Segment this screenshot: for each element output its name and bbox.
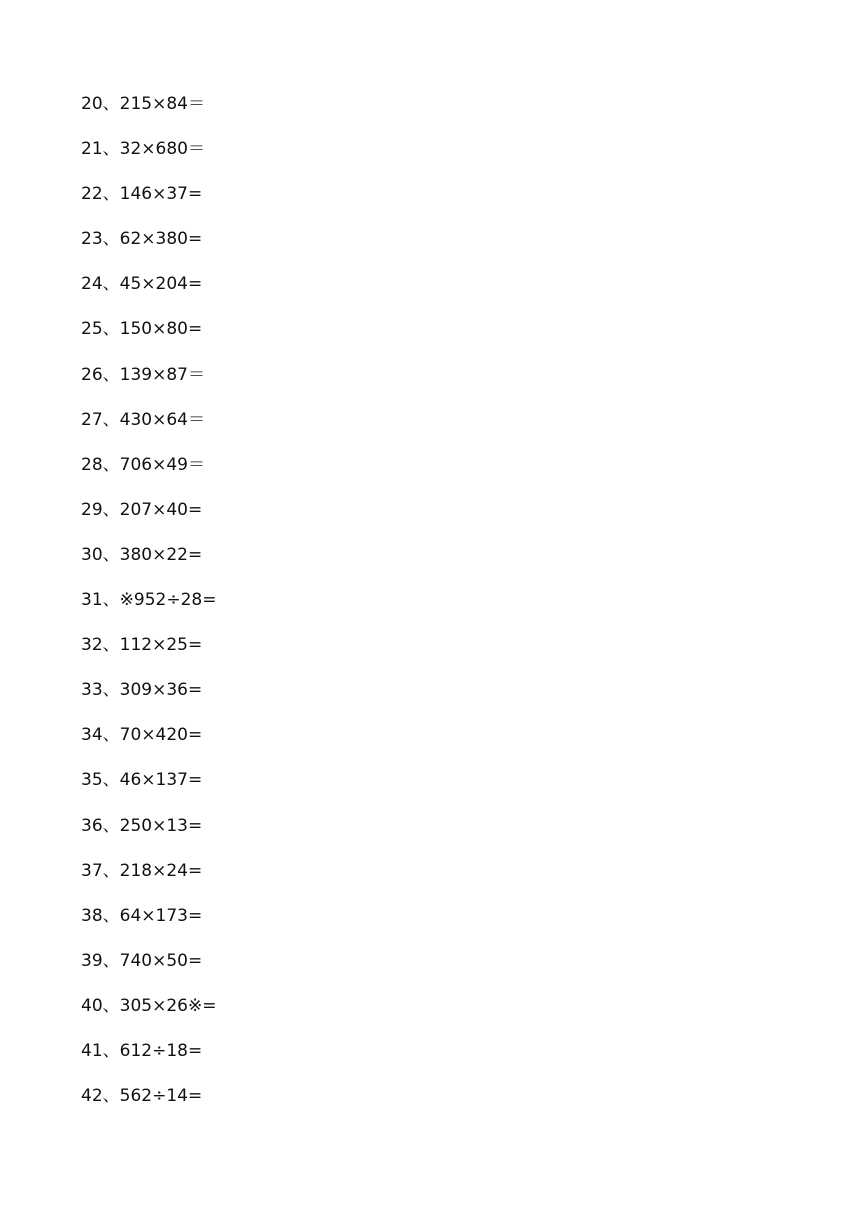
problem-item: 33、309×36=: [81, 680, 203, 701]
problem-item: 25、150×80=: [81, 319, 203, 340]
problem-item: 31、※952÷28=: [81, 590, 217, 611]
problem-item: 22、146×37=: [81, 184, 203, 205]
problem-item: 28、706×49＝: [81, 454, 205, 475]
problem-item: 41、612÷18=: [81, 1040, 203, 1061]
problem-item: 32、112×25=: [81, 635, 203, 656]
problem-item: 23、62×380=: [81, 229, 203, 250]
problem-item: 34、70×420=: [81, 725, 203, 746]
problem-item: 21、32×680＝: [81, 139, 205, 160]
problem-item: 30、380×22=: [81, 544, 203, 565]
problem-item: 29、207×40=: [81, 499, 203, 520]
problem-item: 42、562÷14=: [81, 1086, 203, 1107]
problem-item: 38、64×173=: [81, 905, 203, 926]
problem-item: 24、45×204=: [81, 274, 203, 295]
problem-item: 40、305×26※=: [81, 995, 217, 1016]
problem-list: [81, 90, 216, 1127]
problem-item: 35、46×137=: [81, 770, 203, 791]
problem-item: 26、139×87＝: [81, 364, 205, 385]
problem-item: 36、250×13=: [81, 815, 203, 836]
problem-item: 37、218×24=: [81, 860, 203, 881]
problem-item: 27、430×64＝: [81, 409, 205, 430]
problem-item: 39、740×50=: [81, 950, 203, 971]
problem-item: 20、215×84＝: [81, 94, 205, 114]
